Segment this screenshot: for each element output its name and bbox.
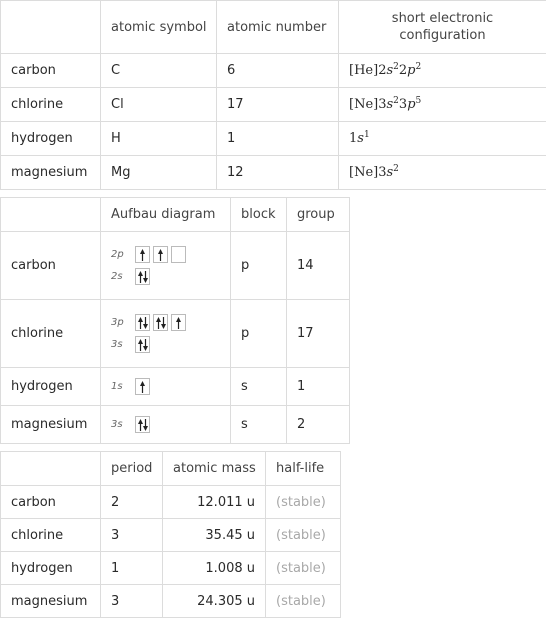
header-period: period xyxy=(101,452,163,486)
spin-up-arrow-icon xyxy=(140,381,145,393)
table-aufbau xyxy=(0,197,350,444)
element-name: chlorine xyxy=(1,88,101,122)
element-name: carbon xyxy=(1,486,101,519)
header-atomic-number: atomic number xyxy=(217,1,339,54)
orbital-box xyxy=(135,336,150,353)
orbital-label: 3s xyxy=(111,339,123,350)
group: 1 xyxy=(287,368,350,406)
header-electronic-configuration: short electronic configuration xyxy=(339,1,546,54)
atomic-mass: 1.008 u xyxy=(163,552,266,585)
table-row xyxy=(1,88,546,122)
half-life: (stable) xyxy=(266,519,341,552)
config-electrons: 2 xyxy=(393,62,399,72)
period: 3 xyxy=(101,585,163,618)
orbital-label: 3p xyxy=(111,317,124,328)
header-atomic-symbol: atomic symbol xyxy=(101,1,217,54)
group: 2 xyxy=(287,406,350,444)
atomic-number: 17 xyxy=(217,88,339,122)
header-block: block xyxy=(231,198,287,232)
aufbau-diagram xyxy=(101,300,231,368)
spin-down-arrow-icon xyxy=(143,419,148,431)
element-name: chlorine xyxy=(1,519,101,552)
element-name: magnesium xyxy=(1,585,101,618)
table-row xyxy=(1,406,350,444)
config-subshell: s xyxy=(386,97,394,112)
orbital-row xyxy=(111,244,220,266)
atomic-symbol: H xyxy=(101,122,217,156)
atomic-number: 12 xyxy=(217,156,339,190)
spin-up-arrow-icon xyxy=(176,317,181,329)
spin-down-arrow-icon xyxy=(143,271,148,283)
orbital-row xyxy=(111,376,220,398)
element-name: hydrogen xyxy=(1,122,101,156)
table-header-row xyxy=(1,198,350,232)
orbital-box xyxy=(135,314,150,331)
table-row xyxy=(1,232,350,300)
aufbau-diagram xyxy=(101,368,231,406)
element-name: hydrogen xyxy=(1,552,101,585)
orbital-label: 3s xyxy=(111,419,123,430)
orbital-box xyxy=(135,246,150,263)
table-row xyxy=(1,519,341,552)
table-row xyxy=(1,552,341,585)
spin-up-arrow-icon xyxy=(158,249,163,261)
table-row xyxy=(1,486,341,519)
orbital-box xyxy=(171,314,186,331)
config-subshell: s xyxy=(357,131,364,146)
element-name: hydrogen xyxy=(1,368,101,406)
table-header-row xyxy=(1,452,341,486)
config-shell: 2 xyxy=(378,63,387,78)
config-core: [Ne] xyxy=(349,97,379,112)
header-half-life: half-life xyxy=(266,452,341,486)
config-core: [Ne] xyxy=(349,165,379,180)
config-electrons: 5 xyxy=(415,96,422,106)
table-row xyxy=(1,300,350,368)
half-life: (stable) xyxy=(266,552,341,585)
period: 1 xyxy=(101,552,163,585)
group: 17 xyxy=(287,300,350,368)
atomic-symbol: C xyxy=(101,54,217,88)
block: p xyxy=(231,232,287,300)
config-shell: 3 xyxy=(378,165,387,180)
config-subshell: p xyxy=(407,97,416,112)
electronic-configuration xyxy=(339,88,546,122)
atomic-symbol: Cl xyxy=(101,88,217,122)
header-atomic-mass: atomic mass xyxy=(163,452,266,486)
atomic-mass: 12.011 u xyxy=(163,486,266,519)
header-empty xyxy=(1,452,101,486)
electronic-configuration xyxy=(339,122,546,156)
config-electrons: 2 xyxy=(415,62,422,72)
atomic-mass: 24.305 u xyxy=(163,585,266,618)
orbital-row xyxy=(111,266,220,288)
header-aufbau-diagram: Aufbau diagram xyxy=(101,198,231,232)
config-electrons: 2 xyxy=(393,164,399,174)
config-electrons: 2 xyxy=(393,96,399,106)
block: s xyxy=(231,406,287,444)
config-electrons: 1 xyxy=(363,130,370,140)
period: 2 xyxy=(101,486,163,519)
atomic-number: 6 xyxy=(217,54,339,88)
atomic-mass: 35.45 u xyxy=(163,519,266,552)
orbital-box xyxy=(153,246,168,263)
header-empty xyxy=(1,198,101,232)
table-row xyxy=(1,122,546,156)
group: 14 xyxy=(287,232,350,300)
orbital-row xyxy=(111,312,220,334)
orbital-label: 2s xyxy=(111,271,123,282)
element-name: magnesium xyxy=(1,406,101,444)
table-header-row xyxy=(1,1,546,54)
config-subshell: p xyxy=(407,63,416,78)
orbital-row xyxy=(111,334,220,356)
orbital-label: 1s xyxy=(111,381,123,392)
orbital-box xyxy=(135,378,150,395)
block: p xyxy=(231,300,287,368)
table-row xyxy=(1,156,546,190)
orbital-box xyxy=(135,416,150,433)
spin-down-arrow-icon xyxy=(143,339,148,351)
aufbau-diagram xyxy=(101,232,231,300)
header-empty xyxy=(1,1,101,54)
table-row xyxy=(1,585,341,618)
aufbau-diagram xyxy=(101,406,231,444)
element-name: magnesium xyxy=(1,156,101,190)
half-life: (stable) xyxy=(266,585,341,618)
config-shell: 3 xyxy=(398,97,408,112)
spin-up-arrow-icon xyxy=(140,249,145,261)
atomic-number: 1 xyxy=(217,122,339,156)
half-life: (stable) xyxy=(266,486,341,519)
config-shell: 2 xyxy=(398,63,408,78)
electronic-configuration xyxy=(339,156,546,190)
orbital-row xyxy=(111,414,220,436)
config-shell: 1 xyxy=(349,131,358,146)
element-name: carbon xyxy=(1,54,101,88)
table-basic-properties xyxy=(0,0,546,190)
orbital-box xyxy=(135,268,150,285)
element-name: carbon xyxy=(1,232,101,300)
header-group: group xyxy=(287,198,350,232)
electronic-configuration xyxy=(339,54,546,88)
table-mass xyxy=(0,451,341,618)
table-row xyxy=(1,368,350,406)
spin-down-arrow-icon xyxy=(143,317,148,329)
atomic-symbol: Mg xyxy=(101,156,217,190)
element-name: chlorine xyxy=(1,300,101,368)
spin-down-arrow-icon xyxy=(161,317,166,329)
block: s xyxy=(231,368,287,406)
period: 3 xyxy=(101,519,163,552)
config-core: [He] xyxy=(349,63,379,78)
orbital-box xyxy=(153,314,168,331)
table-row xyxy=(1,54,546,88)
orbital-box xyxy=(171,246,186,263)
config-shell: 3 xyxy=(378,97,387,112)
config-subshell: s xyxy=(386,165,394,180)
orbital-label: 2p xyxy=(111,249,124,260)
config-subshell: s xyxy=(386,63,394,78)
